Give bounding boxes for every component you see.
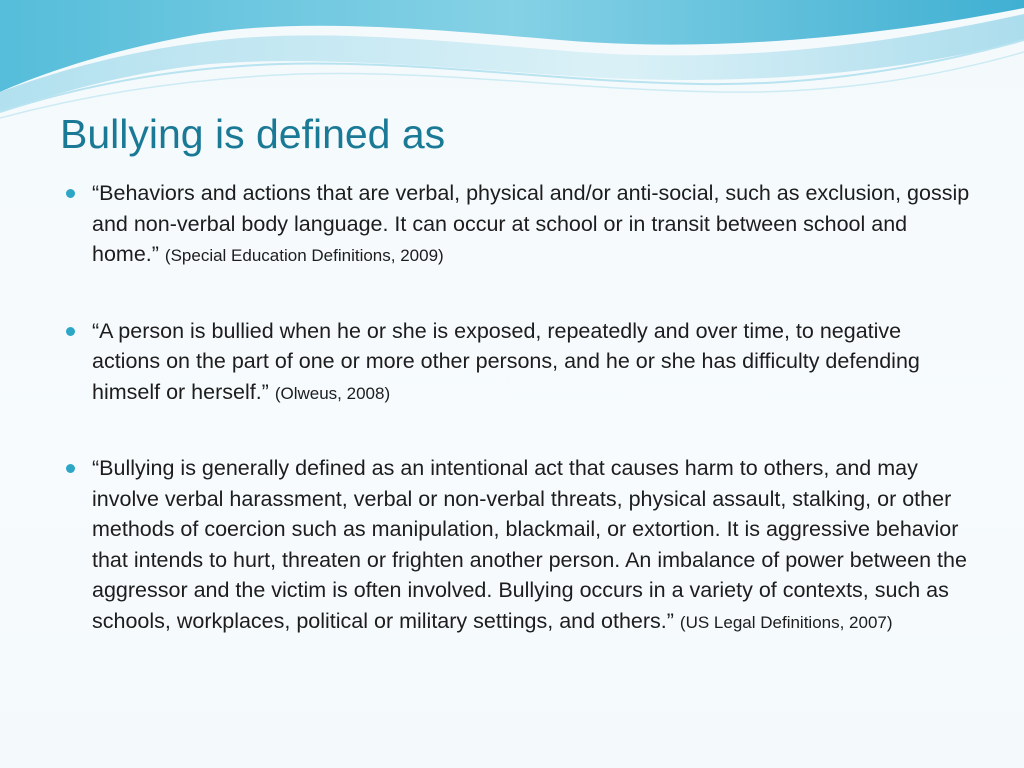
bullet-text: “Behaviors and actions that are verbal, physical and/or anti-social, such as exclusion, gossip and non-verbal body language. It can occur at school or in transit between school and home.” — [92, 181, 970, 266]
bullet-citation: (Special Education Definitions, 2009) — [164, 246, 444, 265]
bullet-item — [62, 178, 972, 272]
bullet-citation: (Olweus, 2008) — [274, 383, 391, 403]
bullet-dot-icon — [66, 189, 75, 198]
bullet-text: “Bullying is generally defined as an intentional act that causes harm to others, and may involve verbal harassment, verbal or non-verbal threats, physical assault, stalking, or other methods of coercion such as manipulation, blackmail, or extortion. It is aggressive behavior that intends to hurt, threaten or frighten another person. An imbalance of power between the aggressor and the victim is often involved. Bullying occurs in a variety of contexts, such as schools, workplaces, political or military settings, and others.” — [92, 456, 967, 633]
bullet-dot-icon — [66, 464, 75, 473]
bullet-item — [62, 453, 972, 638]
slide-title: Bullying is defined as — [60, 111, 446, 157]
bullet-dot-icon — [66, 327, 75, 336]
bullet-citation: (US Legal Definitions, 2007) — [679, 612, 893, 632]
bullet-item — [62, 316, 972, 410]
bullet-text: “A person is bullied when he or she is exposed, repeatedly and over time, to negative actions on the part of one or more other persons, and he or she has difficulty defending himself or herself.” — [92, 318, 920, 404]
bullet-list — [62, 178, 972, 638]
